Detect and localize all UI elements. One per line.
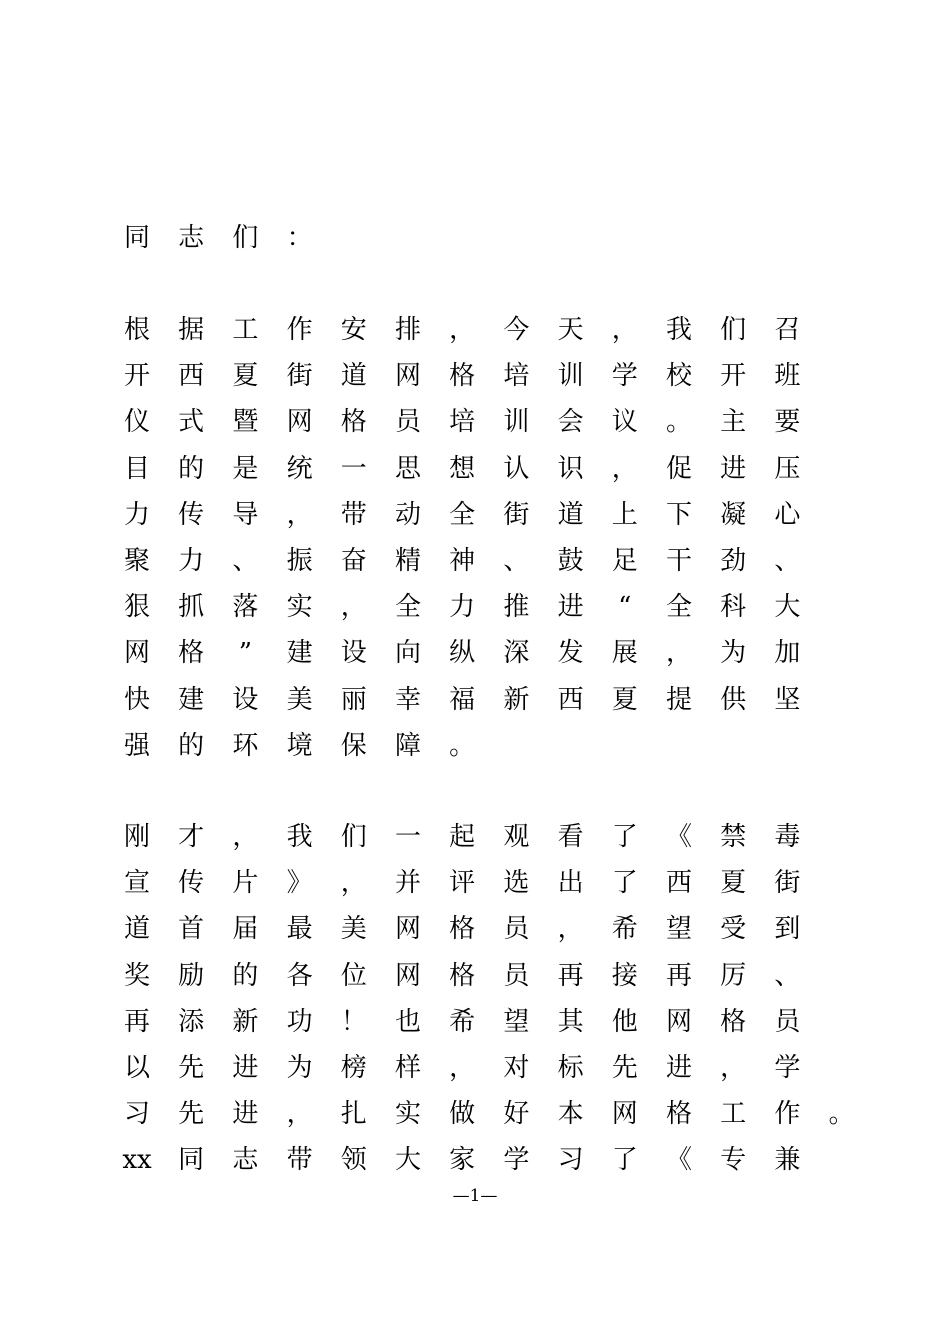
glyph: 西: [557, 685, 584, 715]
glyph: 供: [720, 685, 747, 715]
glyph: 励: [178, 961, 205, 991]
glyph: 《: [665, 1145, 692, 1175]
glyph: 同: [123, 223, 150, 253]
glyph: 最: [286, 914, 313, 944]
glyph: 好: [503, 1099, 530, 1129]
glyph: 了: [611, 1145, 638, 1175]
glyph: 格: [720, 1007, 747, 1037]
paragraph-line: [0, 584, 950, 630]
glyph: 保: [340, 731, 367, 761]
glyph: 式: [178, 407, 205, 437]
glyph: ，: [611, 315, 638, 345]
glyph: 振: [286, 546, 313, 576]
glyph: 目: [123, 454, 150, 484]
glyph: 。: [828, 1099, 855, 1129]
glyph: 厉: [720, 961, 747, 991]
glyph: 望: [665, 914, 692, 944]
glyph: 学: [611, 361, 638, 391]
glyph: 网: [665, 1007, 692, 1037]
glyph: 据: [178, 315, 205, 345]
glyph: 大: [774, 592, 801, 622]
glyph: 培: [449, 407, 476, 437]
glyph: 进: [232, 1099, 259, 1129]
glyph: 暨: [232, 407, 259, 437]
paragraph-line: [0, 814, 950, 860]
glyph: xx: [122, 1145, 152, 1175]
glyph: 网: [286, 407, 313, 437]
glyph: 抓: [178, 592, 205, 622]
glyph: 的: [232, 961, 259, 991]
glyph: 先: [611, 1053, 638, 1083]
glyph: 奋: [340, 546, 367, 576]
paragraph-line: [0, 1045, 950, 1091]
paragraph-line: [0, 399, 950, 445]
glyph: 们: [340, 822, 367, 852]
glyph: 作: [286, 315, 313, 345]
glyph: 专: [720, 1145, 747, 1175]
glyph: ，: [286, 1099, 313, 1129]
glyph: 力: [178, 546, 205, 576]
glyph: 受: [720, 914, 747, 944]
glyph: 《: [665, 822, 692, 852]
glyph: 学: [774, 1053, 801, 1083]
glyph: 做: [449, 1099, 476, 1129]
glyph: 们: [720, 315, 747, 345]
glyph: 格: [178, 638, 205, 668]
glyph: ：: [286, 223, 313, 253]
glyph: 凝: [720, 500, 747, 530]
paragraph-line: [0, 1137, 950, 1183]
glyph: 扎: [340, 1099, 367, 1129]
glyph: 主: [720, 407, 747, 437]
glyph: 我: [286, 822, 313, 852]
glyph: 评: [449, 868, 476, 898]
glyph: ，: [720, 1053, 747, 1083]
glyph: 推: [503, 592, 530, 622]
glyph: 大: [394, 1145, 421, 1175]
glyph: 再: [123, 1007, 150, 1037]
glyph: 开: [720, 361, 747, 391]
glyph: ，: [449, 1053, 476, 1083]
glyph: 科: [720, 592, 747, 622]
glyph: 街: [774, 868, 801, 898]
glyph: 再: [665, 961, 692, 991]
glyph: 》: [286, 868, 313, 898]
glyph: 各: [286, 961, 313, 991]
glyph: 奖: [123, 961, 150, 991]
glyph: 夏: [720, 868, 747, 898]
glyph: 障: [394, 731, 421, 761]
glyph: 员: [503, 914, 530, 944]
glyph: 道: [123, 914, 150, 944]
glyph: 足: [611, 546, 638, 576]
glyph: 识: [557, 454, 584, 484]
glyph: 纵: [449, 638, 476, 668]
glyph: 带: [340, 500, 367, 530]
glyph: 标: [557, 1053, 584, 1083]
glyph: 夏: [232, 361, 259, 391]
glyph: 进: [720, 454, 747, 484]
glyph: ，: [340, 592, 367, 622]
glyph: 召: [774, 315, 801, 345]
glyph: 习: [123, 1099, 150, 1129]
glyph: 禁: [720, 822, 747, 852]
glyph: 狠: [123, 592, 150, 622]
glyph: 格: [665, 1099, 692, 1129]
glyph: 并: [394, 868, 421, 898]
glyph: 志: [232, 1145, 259, 1175]
paragraph-line: [0, 353, 950, 399]
glyph: 先: [178, 1053, 205, 1083]
glyph: 添: [178, 1007, 205, 1037]
paragraph-line: [0, 307, 950, 353]
glyph: 道: [340, 361, 367, 391]
glyph: 进: [232, 1053, 259, 1083]
glyph: 精: [394, 546, 421, 576]
glyph: “: [618, 592, 632, 622]
glyph: 加: [774, 638, 801, 668]
glyph: 网: [611, 1099, 638, 1129]
glyph: 传: [178, 868, 205, 898]
glyph: 根: [123, 315, 150, 345]
glyph: ，: [557, 914, 584, 944]
glyph: 同: [178, 1145, 205, 1175]
glyph: 学: [503, 1145, 530, 1175]
glyph: 促: [665, 454, 692, 484]
glyph: 境: [286, 731, 313, 761]
glyph: 提: [665, 685, 692, 715]
glyph: 导: [232, 500, 259, 530]
glyph: 干: [665, 546, 692, 576]
glyph: 强: [123, 731, 150, 761]
glyph: 街: [286, 361, 313, 391]
paragraph-line: [0, 492, 950, 538]
paragraph-line: [0, 446, 950, 492]
glyph: 望: [503, 1007, 530, 1037]
glyph: 美: [286, 685, 313, 715]
glyph: 设: [232, 685, 259, 715]
paragraph-line: [0, 723, 950, 769]
glyph: 工: [232, 315, 259, 345]
glyph: 要: [774, 407, 801, 437]
glyph: 道: [557, 500, 584, 530]
glyph: 建: [178, 685, 205, 715]
glyph: 全: [665, 592, 692, 622]
glyph: 培: [503, 361, 530, 391]
paragraph-line: [0, 630, 950, 676]
paragraph-line: [0, 953, 950, 999]
glyph: 新: [232, 1007, 259, 1037]
glyph: 、: [774, 546, 801, 576]
glyph: ，: [611, 454, 638, 484]
glyph: 西: [665, 868, 692, 898]
page-number: —1—: [452, 1186, 498, 1206]
glyph: 议: [611, 407, 638, 437]
glyph: 动: [394, 500, 421, 530]
glyph: 安: [340, 315, 367, 345]
glyph: 他: [611, 1007, 638, 1037]
glyph: 起: [449, 822, 476, 852]
greeting-line: [0, 215, 950, 261]
glyph: 向: [394, 638, 421, 668]
glyph: 认: [503, 454, 530, 484]
glyph: 也: [394, 1007, 421, 1037]
glyph: 丽: [340, 685, 367, 715]
glyph: ”: [238, 638, 253, 668]
glyph: 首: [178, 914, 205, 944]
glyph: 希: [611, 914, 638, 944]
glyph: 美: [340, 914, 367, 944]
paragraph-line: [0, 906, 950, 952]
glyph: 力: [449, 592, 476, 622]
paragraph-line: [0, 999, 950, 1045]
glyph: 鼓: [557, 546, 584, 576]
glyph: 接: [611, 961, 638, 991]
glyph: 格: [340, 407, 367, 437]
glyph: 设: [340, 638, 367, 668]
glyph: 福: [449, 685, 476, 715]
glyph: 环: [232, 731, 259, 761]
glyph: 展: [611, 638, 638, 668]
glyph: 刚: [123, 822, 150, 852]
glyph: 幸: [394, 685, 421, 715]
glyph: 仪: [123, 407, 150, 437]
glyph: 坚: [774, 685, 801, 715]
glyph: 本: [557, 1099, 584, 1129]
glyph: 看: [557, 822, 584, 852]
glyph: 毒: [774, 822, 801, 852]
glyph: 是: [232, 454, 259, 484]
glyph: 劲: [720, 546, 747, 576]
glyph: 天: [557, 315, 584, 345]
glyph: 员: [394, 407, 421, 437]
glyph: 榜: [340, 1053, 367, 1083]
glyph: 快: [123, 685, 150, 715]
glyph: ，: [340, 868, 367, 898]
glyph: 统: [286, 454, 313, 484]
glyph: 格: [449, 961, 476, 991]
glyph: 实: [394, 1099, 421, 1129]
glyph: 传: [178, 500, 205, 530]
glyph: 一: [394, 822, 421, 852]
paragraph-line: [0, 1091, 950, 1137]
glyph: 开: [123, 361, 150, 391]
glyph: 西: [178, 361, 205, 391]
glyph: 位: [340, 961, 367, 991]
glyph: 片: [232, 868, 259, 898]
glyph: ！: [340, 1007, 367, 1037]
glyph: 们: [232, 223, 259, 253]
glyph: ，: [665, 638, 692, 668]
glyph: 我: [665, 315, 692, 345]
glyph: 落: [232, 592, 259, 622]
glyph: 其: [557, 1007, 584, 1037]
glyph: 格: [449, 914, 476, 944]
glyph: 到: [774, 914, 801, 944]
glyph: 深: [503, 638, 530, 668]
glyph: 工: [720, 1099, 747, 1129]
glyph: 压: [774, 454, 801, 484]
glyph: 实: [286, 592, 313, 622]
glyph: 届: [232, 914, 259, 944]
glyph: 的: [178, 731, 205, 761]
glyph: 为: [720, 638, 747, 668]
glyph: 会: [557, 407, 584, 437]
glyph: 出: [557, 868, 584, 898]
glyph: 建: [286, 638, 313, 668]
glyph: 下: [665, 500, 692, 530]
glyph: 宣: [123, 868, 150, 898]
glyph: 夏: [611, 685, 638, 715]
glyph: 全: [394, 592, 421, 622]
glyph: 思: [394, 454, 421, 484]
glyph: 聚: [123, 546, 150, 576]
glyph: 街: [503, 500, 530, 530]
glyph: 。: [449, 731, 476, 761]
glyph: 领: [340, 1145, 367, 1175]
glyph: 。: [665, 407, 692, 437]
glyph: 了: [611, 868, 638, 898]
paragraph-line: [0, 677, 950, 723]
glyph: 、: [774, 961, 801, 991]
glyph: 员: [774, 1007, 801, 1037]
glyph: 选: [503, 868, 530, 898]
glyph: 习: [557, 1145, 584, 1175]
glyph: 发: [557, 638, 584, 668]
glyph: 网: [394, 961, 421, 991]
glyph: 力: [123, 500, 150, 530]
glyph: 一: [340, 454, 367, 484]
glyph: 以: [123, 1053, 150, 1083]
glyph: 对: [503, 1053, 530, 1083]
glyph: ，: [232, 822, 259, 852]
glyph: 网: [394, 914, 421, 944]
glyph: ，: [449, 315, 476, 345]
glyph: 格: [449, 361, 476, 391]
paragraph-line: [0, 538, 950, 584]
glyph: 上: [611, 500, 638, 530]
glyph: 进: [665, 1053, 692, 1083]
glyph: 先: [178, 1099, 205, 1129]
glyph: ，: [286, 500, 313, 530]
glyph: 排: [394, 315, 421, 345]
glyph: 希: [449, 1007, 476, 1037]
glyph: 观: [503, 822, 530, 852]
glyph: 训: [557, 361, 584, 391]
glyph: 心: [774, 500, 801, 530]
glyph: 作: [774, 1099, 801, 1129]
glyph: 样: [394, 1053, 421, 1083]
glyph: 才: [178, 822, 205, 852]
glyph: 网: [123, 638, 150, 668]
glyph: 、: [232, 546, 259, 576]
glyph: 家: [449, 1145, 476, 1175]
glyph: 再: [557, 961, 584, 991]
glyph: 员: [503, 961, 530, 991]
glyph: 今: [503, 315, 530, 345]
glyph: 了: [611, 822, 638, 852]
glyph: 、: [503, 546, 530, 576]
glyph: 想: [449, 454, 476, 484]
glyph: 带: [286, 1145, 313, 1175]
glyph: 班: [774, 361, 801, 391]
glyph: 进: [557, 592, 584, 622]
glyph: 志: [178, 223, 205, 253]
glyph: 功: [286, 1007, 313, 1037]
glyph: 校: [665, 361, 692, 391]
glyph: 新: [503, 685, 530, 715]
glyph: 网: [394, 361, 421, 391]
glyph: 为: [286, 1053, 313, 1083]
glyph: 兼: [774, 1145, 801, 1175]
glyph: 全: [449, 500, 476, 530]
glyph: 的: [178, 454, 205, 484]
glyph: 训: [503, 407, 530, 437]
glyph: 神: [449, 546, 476, 576]
paragraph-line: [0, 860, 950, 906]
